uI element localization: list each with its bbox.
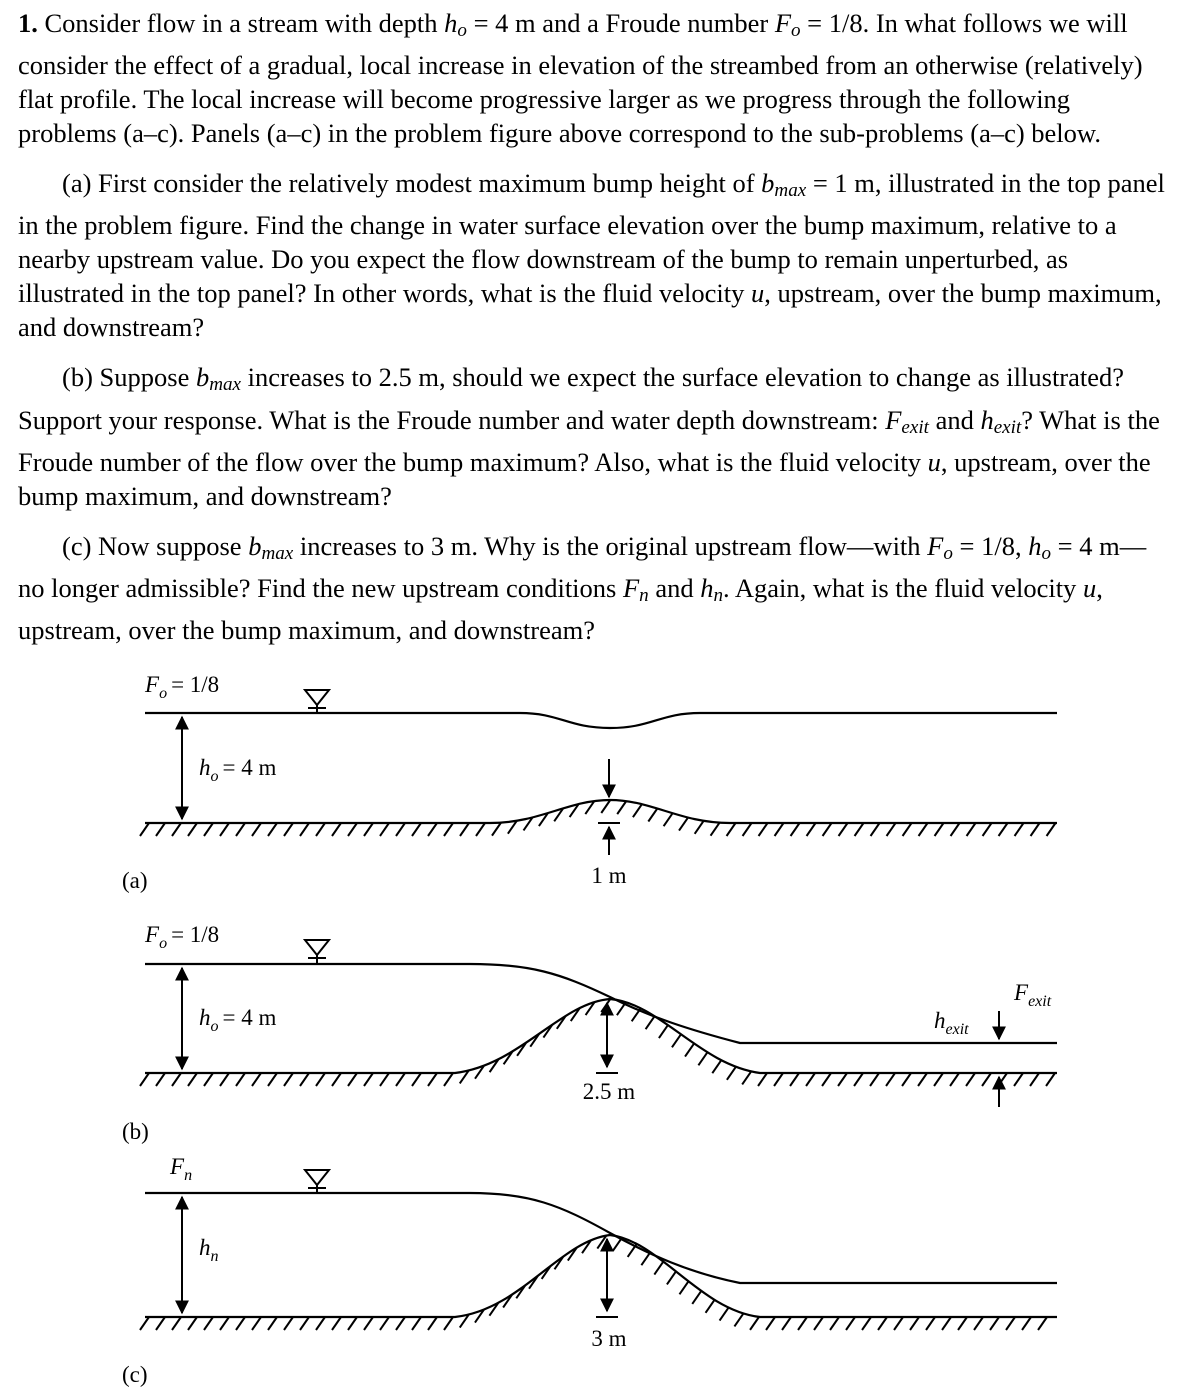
hatch-stroke [664,813,673,826]
hatch-stroke [284,823,293,836]
hatch-stroke [220,823,229,836]
hatch-stroke [172,823,181,836]
problem-intro: 1. Consider flow in a stream with depth $h_o = 4$ m and a Froude number $F_o = 1/8$. In what follows we will consider the effect of a gradual, local increase in elevation of the streambed from an otherwise (relatively) flat profile. The local increase will become progressive larger as we progress through the following problems (a–c). Panels (a–c) in the problem figure above correspond to the sub-problems (a–c) below. [18,8,1143,149]
hatch-stroke [316,823,325,836]
problem-figure [0,655,1177,1389]
hatch-stroke [967,823,976,836]
hatch-stroke [156,1317,165,1330]
hatch-stroke [774,1073,783,1086]
hatch-stroke [734,1313,743,1326]
hatch-stroke [782,1317,791,1330]
hatch-stroke [775,823,784,836]
hatch-stroke [188,1073,197,1086]
hatch-stroke [380,1317,389,1330]
hatch-stroke [798,1317,807,1330]
hatch-stroke [252,1317,261,1330]
hatch-stroke [348,1317,357,1330]
hatch-stroke [692,1291,701,1304]
panel-a [122,672,1057,893]
hatch-stroke [966,1073,975,1086]
stray-mark: a [587,8,599,38]
panel-c-bump-label: 3 m [591,1326,627,1351]
hatch-stroke [284,1317,293,1330]
hatch-stroke [903,823,912,836]
hatch-stroke [156,1073,165,1086]
hatch-stroke [428,1073,437,1086]
hatch-stroke [140,1317,149,1330]
panel-a-streambed [145,800,1057,823]
hatch-stroke [685,1044,694,1057]
panel-b-depth-label: $h_o = 4$ m [199,1005,277,1035]
water-surface-triangle-icon [305,690,329,713]
hatch-stroke [878,1317,887,1330]
problem-number: 1. [18,8,38,38]
hatch-stroke [601,800,610,813]
hatch-stroke [894,1317,903,1330]
hatch-stroke [990,1317,999,1330]
hatch-stroke [332,823,341,836]
hatch-stroke [396,1073,405,1086]
hatch-stroke [220,1073,229,1086]
panel-a-hatching [140,800,1057,836]
hatch-stroke [766,1317,775,1330]
hatch-stroke [862,1317,871,1330]
hatch-stroke [679,1281,688,1294]
hatch-stroke [926,1317,935,1330]
hatch-stroke [284,1073,293,1086]
hatch-stroke [236,823,245,836]
hatch-stroke [951,823,960,836]
hatch-stroke [332,1073,341,1086]
hatch-stroke [1006,1317,1015,1330]
panel-b [122,922,1057,1144]
hatch-stroke [942,1317,951,1330]
panel-b-water-surface [145,964,1057,1043]
hatch-stroke [364,823,373,836]
panel-c-water-surface [145,1193,1057,1283]
hatch-stroke [492,823,501,836]
hatch-stroke [646,1016,655,1029]
hatch-stroke [641,1252,650,1265]
hatch-stroke [695,821,704,834]
hatch-stroke [252,823,261,836]
part-a-text: (a) First consider the relatively modest maximum bump height of $b_{max} = 1$ m, illustrated in the top panel in the problem figure. Find the change in water surface elevation over the bump maximum, relative to a nearby upstream value. Do you expect the flow downstream of the bump to remain unperturbed, as illustrated in the top panel? In other words, what is the fluid velocity u, upstream, over the bump maximum, and downstream? [18,168,1165,343]
hatch-stroke [476,823,485,836]
hatch-stroke [188,823,197,836]
hatch-stroke [268,823,277,836]
hatch-stroke [633,804,642,817]
hatch-stroke [632,1008,641,1021]
hatch-stroke [750,1317,759,1330]
panel-c-streambed [145,1235,1057,1317]
hatch-stroke [854,1073,863,1086]
hatch-stroke [364,1073,373,1086]
hatch-stroke [679,818,688,831]
hatch-stroke [300,823,309,836]
hatch-stroke [1046,1073,1055,1086]
hatch-stroke [698,1052,707,1065]
hatch-stroke [814,1317,823,1330]
water-surface-triangle-icon [305,1170,329,1193]
hatch-stroke [934,1073,943,1086]
hatch-stroke [919,823,928,836]
hatch-stroke [727,823,736,836]
hatch-stroke [204,1073,213,1086]
hatch-stroke [444,1317,453,1330]
hatch-stroke [846,1317,855,1330]
hatch-stroke [654,1262,663,1275]
hatch-stroke [806,1073,815,1086]
hatch-stroke [822,1073,831,1086]
hatch-stroke [444,1073,453,1086]
panel-a-depth-label: $h_o = 4$ m [199,755,277,785]
hatch-stroke [712,1060,721,1073]
hatch-stroke [1030,1073,1039,1086]
hatch-stroke [444,823,453,836]
hatch-stroke [1014,1073,1023,1086]
hatch-stroke [790,1073,799,1086]
hatch-stroke [172,1317,181,1330]
hatch-stroke [460,823,469,836]
hatch-stroke [428,823,437,836]
hatch-stroke [204,823,213,836]
hatch-stroke [999,823,1008,836]
panel-a-bump-label: 1 m [591,863,627,888]
panel-b-fexit-label: $F_{exit}$ [1014,980,1052,1010]
hatch-stroke [807,823,816,836]
hatch-stroke [830,1317,839,1330]
hatch-stroke [268,1317,277,1330]
hatch-stroke [204,1317,213,1330]
panel-c-label: (c) [122,1362,148,1387]
water-surface-triangle-icon [305,940,329,963]
hatch-stroke [727,1067,736,1080]
hatch-stroke [617,801,626,814]
hatch-stroke [396,1317,405,1330]
hatch-stroke [613,1238,622,1251]
part-b-text: (b) Suppose $b_{max}$ increases to 2.5 m, should we expect the surface elevation to change as illustrated? Support your response. What is the Froude number and water depth downstream: $F_{exit}$ and $h_{exit}$? What is the Froude number of the flow over the bump maximum? Also, what is the fluid velocity u, upstream, over the bump maximum, and downstream? [18,362,1160,511]
panel-c [122,1154,1057,1387]
hatch-stroke [300,1317,309,1330]
hatch-stroke [974,1317,983,1330]
hatch-stroke [156,823,165,836]
hatch-stroke [364,1317,373,1330]
panel-b-label: (b) [122,1119,149,1144]
hatch-stroke [870,1073,879,1086]
panel-a-froude-label: $F_o = 1/8$ [145,672,220,702]
hatch-stroke [886,1073,895,1086]
hatch-stroke [428,1317,437,1330]
hatch-stroke [791,823,800,836]
hatch-stroke [348,1073,357,1086]
panel-b-froude-label: $F_o = 1/8$ [145,922,220,952]
panel-c-depth-label: $h_n$ [199,1235,219,1265]
hatch-stroke [838,1073,847,1086]
hatch-stroke [1047,823,1056,836]
panel-b-bump-label: 2.5 m [582,1079,636,1104]
hatch-stroke [380,823,389,836]
hatch-stroke [958,1317,967,1330]
hatch-stroke [332,1317,341,1330]
hatch-stroke [910,1317,919,1330]
hatch-stroke [220,1317,229,1330]
panel-c-froude-label: $F_n$ [170,1154,193,1184]
panel-a-water-surface [145,713,1057,728]
hatch-stroke [236,1317,245,1330]
hatch-stroke [1022,1317,1031,1330]
hatch-stroke [742,1071,751,1084]
hatch-stroke [1015,823,1024,836]
hatch-stroke [316,1073,325,1086]
hatch-stroke [823,823,832,836]
hatch-stroke [711,823,720,836]
hatch-stroke [380,1073,389,1086]
hatch-stroke [188,1317,197,1330]
problem-text [18,6,1168,647]
hatch-stroke [887,823,896,836]
panel-b-streambed [145,999,1057,1073]
hatch-stroke [950,1073,959,1086]
hatch-stroke [983,823,992,836]
hatch-stroke [659,1025,668,1038]
hatch-stroke [935,823,944,836]
hatch-stroke [918,1073,927,1086]
hatch-stroke [706,1300,715,1313]
panel-a-label: (a) [122,868,148,893]
hatch-stroke [982,1073,991,1086]
hatch-stroke [720,1308,729,1321]
hatch-stroke [855,823,864,836]
hatch-stroke [672,1034,681,1047]
hatch-stroke [1038,1317,1047,1330]
hatch-stroke [871,823,880,836]
panel-b-hexit-label: $h_{exit}$ [934,1008,969,1038]
hatch-stroke [412,1073,421,1086]
hatch-stroke [758,1073,767,1086]
hatch-stroke [172,1073,181,1086]
hatch-stroke [268,1073,277,1086]
hatch-stroke [902,1073,911,1086]
hatch-stroke [348,823,357,836]
hatch-stroke [140,1073,149,1086]
hatch-stroke [743,823,752,836]
part-c-text: (c) Now suppose $b_{max}$ increases to 3 m. Why is the original upstream flow—with $F_o = 1/8$, $h_o = 4$ m—no longer admissible? Find the new upstream conditions $F_n$ and $h_n$. Again, what is the fluid velocity u, upstream, over the bump maximum, and downstream? [18,530,1147,646]
hatch-stroke [667,1271,676,1284]
hatch-stroke [412,823,421,836]
hatch-stroke [759,823,768,836]
hatch-stroke [396,823,405,836]
hatch-stroke [1031,823,1040,836]
hatch-stroke [412,1317,421,1330]
hatch-stroke [617,1002,626,1015]
hatch-stroke [316,1317,325,1330]
hatch-stroke [140,823,149,836]
hatch-stroke [252,1073,261,1086]
hatch-stroke [236,1073,245,1086]
hatch-stroke [648,809,657,822]
hatch-stroke [839,823,848,836]
hatch-stroke [300,1073,309,1086]
